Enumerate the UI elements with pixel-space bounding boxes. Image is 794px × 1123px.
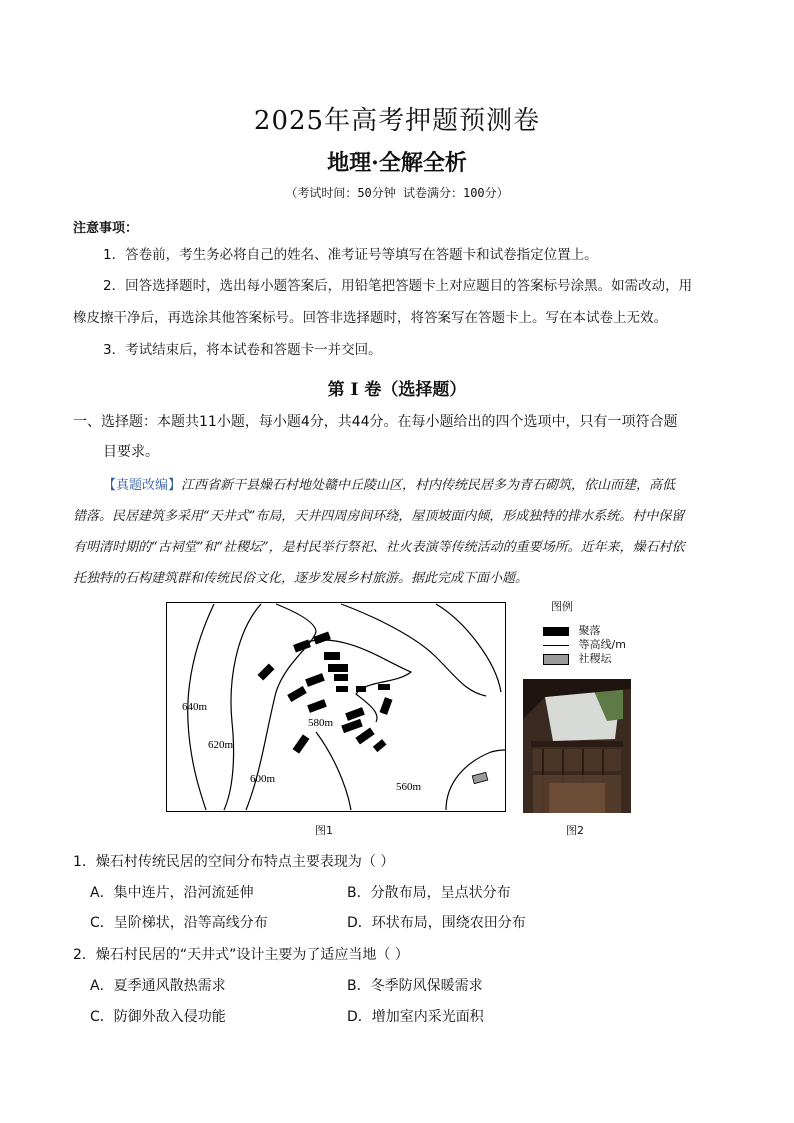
courtyard-photo [523,679,631,813]
question-2-option-d: D．增加室内采光面积 [347,1009,484,1025]
contour-label-560: 560m [396,781,422,793]
contour-map [166,602,506,812]
section-title: 第 I 卷（选择题） [327,380,467,400]
passage-line-4: 托独特的石构建筑群和传统民俗文化，逐步发展乡村旅游。据此完成下面小题。 [73,571,529,586]
legend-title: 图例 [551,600,573,613]
section-instruction-cont: 目要求。 [103,444,159,460]
question-1-option-c: C．呈阶梯状，沿等高线分布 [90,915,268,931]
notice-item-2-cont: 橡皮擦干净后，再选涂其他答案标号。回答非选择题时，将答案写在答题卡上。写在本试卷上无效。 [73,310,667,326]
question-2-option-c: C．防御外敌入侵功能 [90,1009,226,1025]
passage-line-2: 错落。民居建筑多采用“天井式”布局，天井四周房间环绕，屋顶坡面内倾，形成独特的排水系统。村中保留 [73,509,685,524]
question-1-option-b: B．分散布局，呈点状分布 [347,885,511,901]
legend-label-settlement: 聚落 [578,624,601,637]
notice-item-3: 3．考试结束后，将本试卷和答题卡一并交回。 [103,342,382,358]
section-instruction: 一、选择题：本题共11小题，每小题4分，共44分。在每小题给出的四个选项中，只有一项符合题 [73,414,678,430]
passage-text-1: 江西省新干县燥石村地处赣中丘陵山区，村内传统民居多为青石砌筑，依山而建，高低 [181,478,676,493]
passage-line-3: 有明清时期的“古祠堂”和“社稷坛”，是村民举行祭祀、社火表演等传统活动的重要场所。近年来，燥石村依 [73,540,685,555]
notice-item-1: 1．答卷前，考生务必将自己的姓名、准考证号等填写在答题卡和试卷指定位置上。 [103,247,598,263]
legend-label-contour: 等高线/m [578,638,626,651]
settlement-swatch [543,627,569,636]
contour-label-600: 600m [250,773,276,785]
question-1-option-d: D．环状布局，围绕农田分布 [347,915,526,931]
contour-label-580: 580m [308,717,334,729]
paper-title: 2025年高考押题预测卷 [253,106,541,136]
question-2-option-a: A．夏季通风散热需求 [90,978,226,994]
figure-2-caption: 图2 [566,824,584,837]
passage-tag: 【真题改编】 [103,478,182,493]
notice-heading: 注意事项： [73,221,139,236]
notice-item-2: 2．回答选择题时，选出每小题答案后，用铅笔把答题卡上对应题目的答案标号涂黑。如需改动，用 [103,278,693,294]
exam-info: （考试时间：50分钟 试卷满分：100分） [285,186,509,200]
contour-label-640: 640m [182,701,208,713]
paper-subtitle: 地理·全解全析 [327,150,467,176]
contour-swatch [543,645,569,646]
question-2-option-b: B．冬季防风保暖需求 [347,978,483,994]
question-2-stem: 2．燥石村民居的“天井式”设计主要为了适应当地（ ） [73,947,409,963]
passage-line-1 [103,470,675,502]
figure-1-caption: 图1 [315,824,333,837]
altar-swatch [543,654,569,665]
question-1-option-a: A．集中连片，沿河流延伸 [90,885,254,901]
legend-item-altar [543,650,612,666]
contour-label-620: 620m [208,739,234,751]
question-1-stem: 1．燥石村传统民居的空间分布特点主要表现为（ ） [73,854,395,870]
legend-label-altar: 社稷坛 [578,652,612,665]
